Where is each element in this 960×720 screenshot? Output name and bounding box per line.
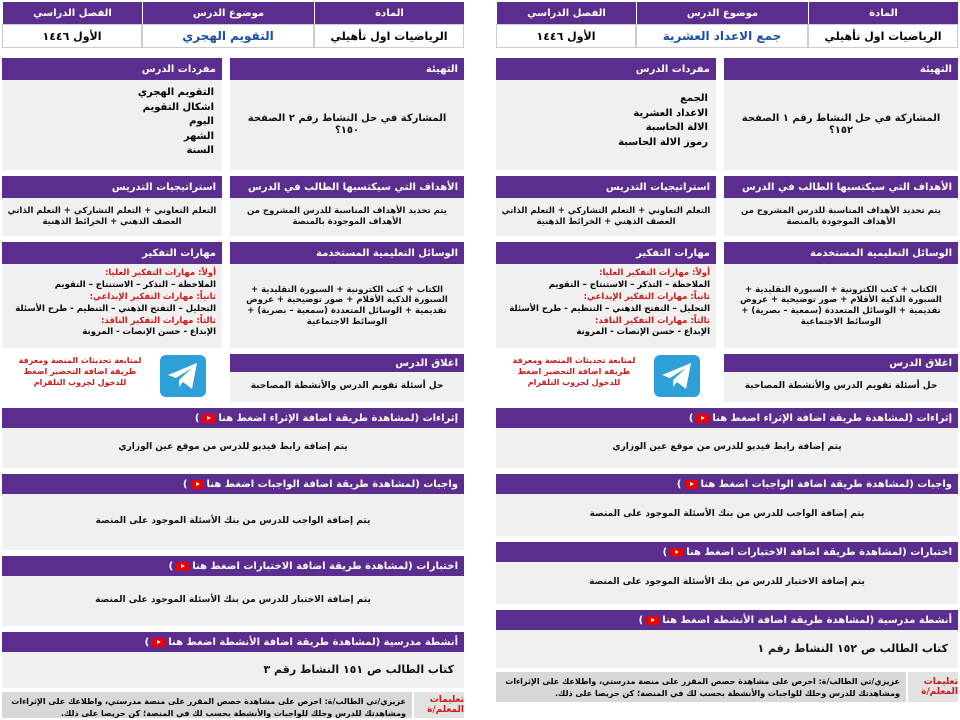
activities-title-text: (لمشاهدة طريقة اضافة الأنشطة اضغط هنا xyxy=(168,636,381,648)
strategies-title: استراتيجيات التدريس xyxy=(2,176,222,198)
header-subject-label: المادة xyxy=(808,2,958,24)
thinking-line-2: التحليل – التفتح الذهني – التنظيم - طرح الأسئلة xyxy=(509,303,710,314)
topic-value: جمع الاعداد العشرية xyxy=(636,24,808,48)
activities-title[interactable]: أنشطة مدرسية (لمشاهدة طريقة اضافة الأنشطة اضغط هنا ) xyxy=(496,610,958,630)
lesson-plan-right xyxy=(496,2,958,718)
homework-title[interactable]: واجبات (لمشاهدة طريقة اضافة الواجبات اضغط هنا ) xyxy=(2,474,464,494)
intro-title: التهيئة xyxy=(230,58,464,80)
thinking-line-3: الإبداع - حسن الإنصات - المرونة xyxy=(82,327,216,338)
intro-text: المشاركة في حل النشاط رقم ١ الصفحة ١٥٢؟ xyxy=(724,80,958,170)
teacher-label: تعليمات المعلم/ة xyxy=(921,677,958,697)
semester-value: الأول ١٤٤٦ xyxy=(2,24,142,48)
youtube-icon[interactable] xyxy=(202,414,215,423)
vocab-item: اليوم xyxy=(189,116,214,127)
header-topic-label: موضوع الدرس xyxy=(636,2,808,24)
homework-title-text: واجبات (لمشاهدة طريقة اضافة الواجبات اضغط هنا xyxy=(700,478,952,490)
tests-title[interactable]: اختبارات (لمشاهدة طريقة اضافة الاختبارات اضغط هنا ) xyxy=(496,542,958,562)
vocab-list xyxy=(496,80,716,170)
thinking-line-3: الإبداع - حسن الإنصات - المرونة xyxy=(576,327,710,338)
vocab-item: السنة xyxy=(186,145,214,156)
telegram-promo[interactable]: لمتابعة تحديثات المنصة ومعرفة طريقة اضافة التحضير اضغط للدخول لجروب التلقرام xyxy=(512,356,636,387)
tools-title: الوسائل التعليمية المستخدمة xyxy=(724,242,958,264)
strategies-text: التعلم التعاوني + التعلم التشاركي + التعلم الذاتي العصف الذهني + الخرائط الذهنية xyxy=(496,198,716,236)
thinking-heading-2: ثانياً: مهارات التفكير الإبداعي: xyxy=(583,291,710,302)
thinking-heading-2: ثانياً: مهارات التفكير الإبداعي: xyxy=(89,291,216,302)
header-subject-label: المادة xyxy=(314,2,464,24)
vocab-item: الاعداد العشرية xyxy=(633,107,708,119)
lesson-plan-left xyxy=(2,2,464,718)
goals-title: الأهداف التي سيكتسبها الطالب في الدرس xyxy=(724,176,958,198)
thinking-list xyxy=(2,264,222,348)
goals-title: الأهداف التي سيكتسبها الطالب في الدرس xyxy=(230,176,464,198)
intro-title: التهيئة xyxy=(724,58,958,80)
vocab-list xyxy=(2,80,222,170)
thinking-list xyxy=(496,264,716,348)
vocab-title: مفردات الدرس xyxy=(2,58,222,80)
vocab-item: اشكال التقويم xyxy=(142,101,214,113)
closing-title: اغلاق الدرس xyxy=(230,354,464,372)
thinking-heading-3: ثالثاً: مهارات التفكير الناقد: xyxy=(595,315,710,326)
enrich-text: يتم إضافة رابط فيديو للدرس من موقع عين الوزاري xyxy=(496,428,958,468)
enrich-title-text: إثراءات (لمشاهدة طريقة اضافة الإثراء اضغط هنا xyxy=(218,412,458,424)
header-semester-label: الفصل الدراسي xyxy=(2,2,142,24)
thinking-heading-1: أولاً: مهارات التفكير العليا: xyxy=(598,268,710,278)
tools-title: الوسائل التعليمية المستخدمة xyxy=(230,242,464,264)
vocab-item: التقويم الهجري xyxy=(137,87,214,98)
enrich-title[interactable]: إثراءات (لمشاهدة طريقة اضافة الإثراء اضغط هنا ) xyxy=(2,408,464,428)
homework-title[interactable]: واجبات (لمشاهدة طريقة اضافة الواجبات اضغط هنا ) xyxy=(496,474,958,494)
youtube-icon[interactable] xyxy=(191,480,204,489)
intro-text: المشاركة في حل النشاط رقم ٢ الصفحة ١٥٠؟ xyxy=(230,80,464,170)
youtube-icon[interactable] xyxy=(152,638,165,647)
tests-title-text: اختبارات (لمشاهدة طريقة اضافة الاختبارات اضغط هنا xyxy=(192,560,458,572)
youtube-icon[interactable] xyxy=(685,480,698,489)
subject-value: الرياضيات اول تأهيلي xyxy=(314,24,464,48)
header-semester-label: الفصل الدراسي xyxy=(496,2,636,24)
thinking-heading-1: أولاً: مهارات التفكير العليا: xyxy=(104,268,216,278)
activities-title[interactable]: أنشطة مدرسية (لمشاهدة طريقة اضافة الأنشطة اضغط هنا ) xyxy=(2,632,464,652)
youtube-icon[interactable] xyxy=(696,414,709,423)
activities-prefix: أنشطة مدرسية xyxy=(877,614,952,626)
homework-title-text: واجبات (لمشاهدة طريقة اضافة الواجبات اضغط هنا xyxy=(206,478,458,490)
student-note: عزيزي/تي الطالب/ة: احرص على مشاهدة حصص المقرر على منصة مدرستي، واطلاعك على الإثراءات ومشاهدتك للدرس وحلك للواجبات والأنشطة بحسب لك في المنصة؛ كن حريصا على ذلك. xyxy=(496,672,906,702)
telegram-promo[interactable]: لمتابعة تحديثات المنصة ومعرفة طريقة اضافة التحضير اضغط للدخول لجروب التلقرام xyxy=(18,356,142,387)
enrich-title-text: إثراءات (لمشاهدة طريقة اضافة الإثراء اضغط هنا xyxy=(712,412,952,424)
vocab-item: الشهر xyxy=(183,130,214,142)
strategies-text: التعلم التعاوني + التعلم التشاركي + التعلم الذاتي العصف الذهني + الخرائط الذهنية xyxy=(2,198,222,236)
activity-text: كتاب الطالب ص ١٥٢ النشاط رقم ١ xyxy=(496,630,958,668)
topic-value: التقويم الهجري xyxy=(142,24,314,48)
teacher-label: تعليمات المعلم/ة xyxy=(427,695,464,715)
thinking-heading-3: ثالثاً: مهارات التفكير الناقد: xyxy=(101,315,216,326)
tests-text: يتم إضافة الاختبار للدرس من بنك الأسئلة الموجود على المنصة xyxy=(496,562,958,604)
student-note: عزيزي/تي الطالب/ة: احرص على مشاهدة حصص المقرر على منصة مدرستي، واطلاعك على الإثراءات ومشاهدتك للدرس وحلك للواجبات والأنشطة بحسب لك في المنصة؛ كن حريصا على ذلك. xyxy=(2,692,412,718)
telegram-icon[interactable] xyxy=(654,355,700,397)
closing-text: حل أسئلة تقويم الدرس والأنشطة المصاحبة xyxy=(230,372,464,402)
enrich-text: يتم إضافة رابط فيديو للدرس من موقع عين الوزاري xyxy=(2,428,464,468)
activities-title-text: (لمشاهدة طريقة اضافة الأنشطة اضغط هنا xyxy=(662,614,875,626)
tools-text: الكتاب + كتب الكترونية + السبورة التقليدية + السبورة الذكية الأقلام + صور توضيحية + عروض تقديمية + الوسائل المتعددة (سمعية – بصرية) + الوسائط الاجتماعية xyxy=(230,264,464,348)
closing-title: اغلاق الدرس xyxy=(724,354,958,372)
activities-prefix: أنشطة مدرسية xyxy=(383,636,458,648)
enrich-title[interactable]: إثراءات (لمشاهدة طريقة اضافة الإثراء اضغط هنا ) xyxy=(496,408,958,428)
thinking-title: مهارات التفكير xyxy=(496,242,716,264)
homework-text: يتم إضافة الواجب للدرس من بنك الأسئلة الموجود على المنصة xyxy=(2,494,464,550)
subject-value: الرياضيات اول تأهيلي xyxy=(808,24,958,48)
vocab-title: مفردات الدرس xyxy=(496,58,716,80)
thinking-line-1: الملاحظة – التذكر – الاستنتاج – التقويم xyxy=(54,279,216,290)
vocab-item: الجمع xyxy=(680,93,708,104)
vocab-item: رموز الالة الحاسبة xyxy=(618,136,708,148)
tests-title[interactable]: اختبارات (لمشاهدة طريقة اضافة الاختبارات اضغط هنا ) xyxy=(2,556,464,576)
goals-text: يتم تحديد الأهداف المناسبة للدرس المشروح من الأهداف الموجودة بالمنصة xyxy=(230,198,464,236)
telegram-icon[interactable] xyxy=(160,355,206,397)
thinking-line-2: التحليل – التفتح الذهني – التنظيم - طرح الأسئلة xyxy=(15,303,216,314)
youtube-icon[interactable] xyxy=(176,562,189,571)
youtube-icon[interactable] xyxy=(670,548,683,557)
semester-value: الأول ١٤٤٦ xyxy=(496,24,636,48)
tests-title-text: اختبارات (لمشاهدة طريقة اضافة الاختبارات اضغط هنا xyxy=(686,546,952,558)
header-topic-label: موضوع الدرس xyxy=(142,2,314,24)
youtube-icon[interactable] xyxy=(646,616,659,625)
vocab-item: الالة الحاسبة xyxy=(645,122,708,133)
activity-text: كتاب الطالب ص ١٥١ النشاط رقم ٣ xyxy=(2,652,464,688)
thinking-line-1: الملاحظة – التذكر – الاستنتاج – التقويم xyxy=(548,279,710,290)
thinking-title: مهارات التفكير xyxy=(2,242,222,264)
strategies-title: استراتيجيات التدريس xyxy=(496,176,716,198)
tests-text: يتم إضافة الاختبار للدرس من بنك الأسئلة الموجود على المنصة xyxy=(2,576,464,626)
closing-text: حل أسئلة تقويم الدرس والأنشطة المصاحبة xyxy=(724,372,958,402)
tools-text: الكتاب + كتب الكترونية + السبورة التقليدية + السبورة الذكية الأقلام + صور توضيحية + عروض تقديمية + الوسائل المتعددة (سمعية – بصرية) + الوسائط الاجتماعية xyxy=(724,264,958,348)
goals-text: يتم تحديد الأهداف المناسبة للدرس المشروح من الأهداف الموجودة بالمنصة xyxy=(724,198,958,236)
homework-text: يتم إضافة الواجب للدرس من بنك الأسئلة الموجود على المنصة xyxy=(496,494,958,536)
